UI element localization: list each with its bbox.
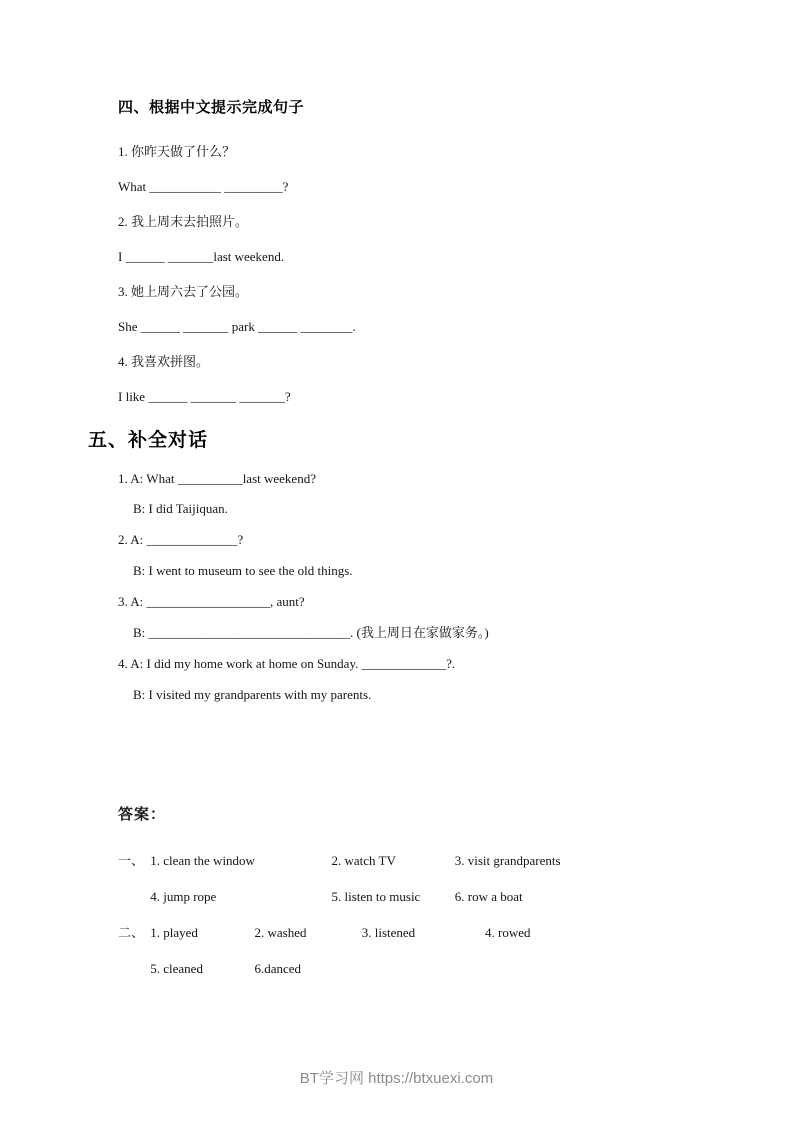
s5-d1-line-b: B: I did Taijiquan. <box>133 501 228 517</box>
s4-q4-blank-en: I like ______ _______ _______? <box>118 388 291 404</box>
s4-q1-hint-cn: 1. 你昨天做了什么？ <box>118 144 236 159</box>
answers-row-prefix: 二、 <box>118 924 145 940</box>
answer-cell: 1. clean the window <box>150 853 255 868</box>
answer-cell: 3. visit grandparents <box>454 853 561 868</box>
s5-d4-line-b: B: I visited my grandparents with my parents. <box>133 687 372 703</box>
s4-q4-hint-cn: 4. 我喜欢拼图。 <box>118 353 210 369</box>
s4-q2-hint-cn: 2. 我上周末去拍照片。 <box>118 213 249 229</box>
section5-title: 五、补全对话 <box>88 429 209 451</box>
answer-cell: 2. washed <box>254 924 307 940</box>
answers-block <box>118 854 733 977</box>
s5-d3-line-b: B: _______________________________. (我上周日在家做家务。) <box>133 625 489 641</box>
s4-q3-hint-cn: 3. 她上周六去了公园。 <box>118 283 249 299</box>
s4-q1-blank-en: What ___________ _________? <box>118 178 289 194</box>
answer-cell: 3. listened <box>361 924 416 940</box>
answer-cell: 5. cleaned <box>150 960 203 976</box>
answer-cell: 4. rowed <box>485 924 531 940</box>
answer-cell: 6. row a boat <box>454 888 523 904</box>
answers-row-prefix: 一、 <box>118 853 145 868</box>
footer-watermark: BT学习网 https://btxuexi.com <box>299 1070 494 1087</box>
s5-d3-line-a: 3. A: ___________________, aunt? <box>118 594 305 610</box>
answers-row-4 <box>118 962 733 977</box>
s5-d2-line-a: 2. A: ______________? <box>118 532 244 548</box>
s5-d1-line-a: 1. A: What __________last weekend? <box>118 470 316 486</box>
answers-title: 答案： <box>118 807 167 823</box>
s4-q2-blank-en: I ______ _______last weekend. <box>118 248 285 264</box>
answers-row-1 <box>118 854 733 869</box>
s5-d4-line-a: 4. A: I did my home work at home on Sunday. _____________?. <box>118 656 456 672</box>
answers-row-2 <box>118 890 733 905</box>
answer-cell: 5. listen to music <box>331 888 421 904</box>
answer-cell: 4. jump rope <box>150 888 217 904</box>
section4-title: 四、根据中文提示完成句子 <box>118 100 305 116</box>
answers-row-3 <box>118 926 733 941</box>
s4-q3-blank-en: She ______ _______ park ______ ________. <box>118 318 356 334</box>
answer-cell: 1. played <box>150 924 198 940</box>
answer-cell: 6.danced <box>254 960 302 976</box>
answer-cell: 2. watch TV <box>331 853 396 868</box>
s5-d2-line-b: B: I went to museum to see the old things. <box>133 563 353 579</box>
